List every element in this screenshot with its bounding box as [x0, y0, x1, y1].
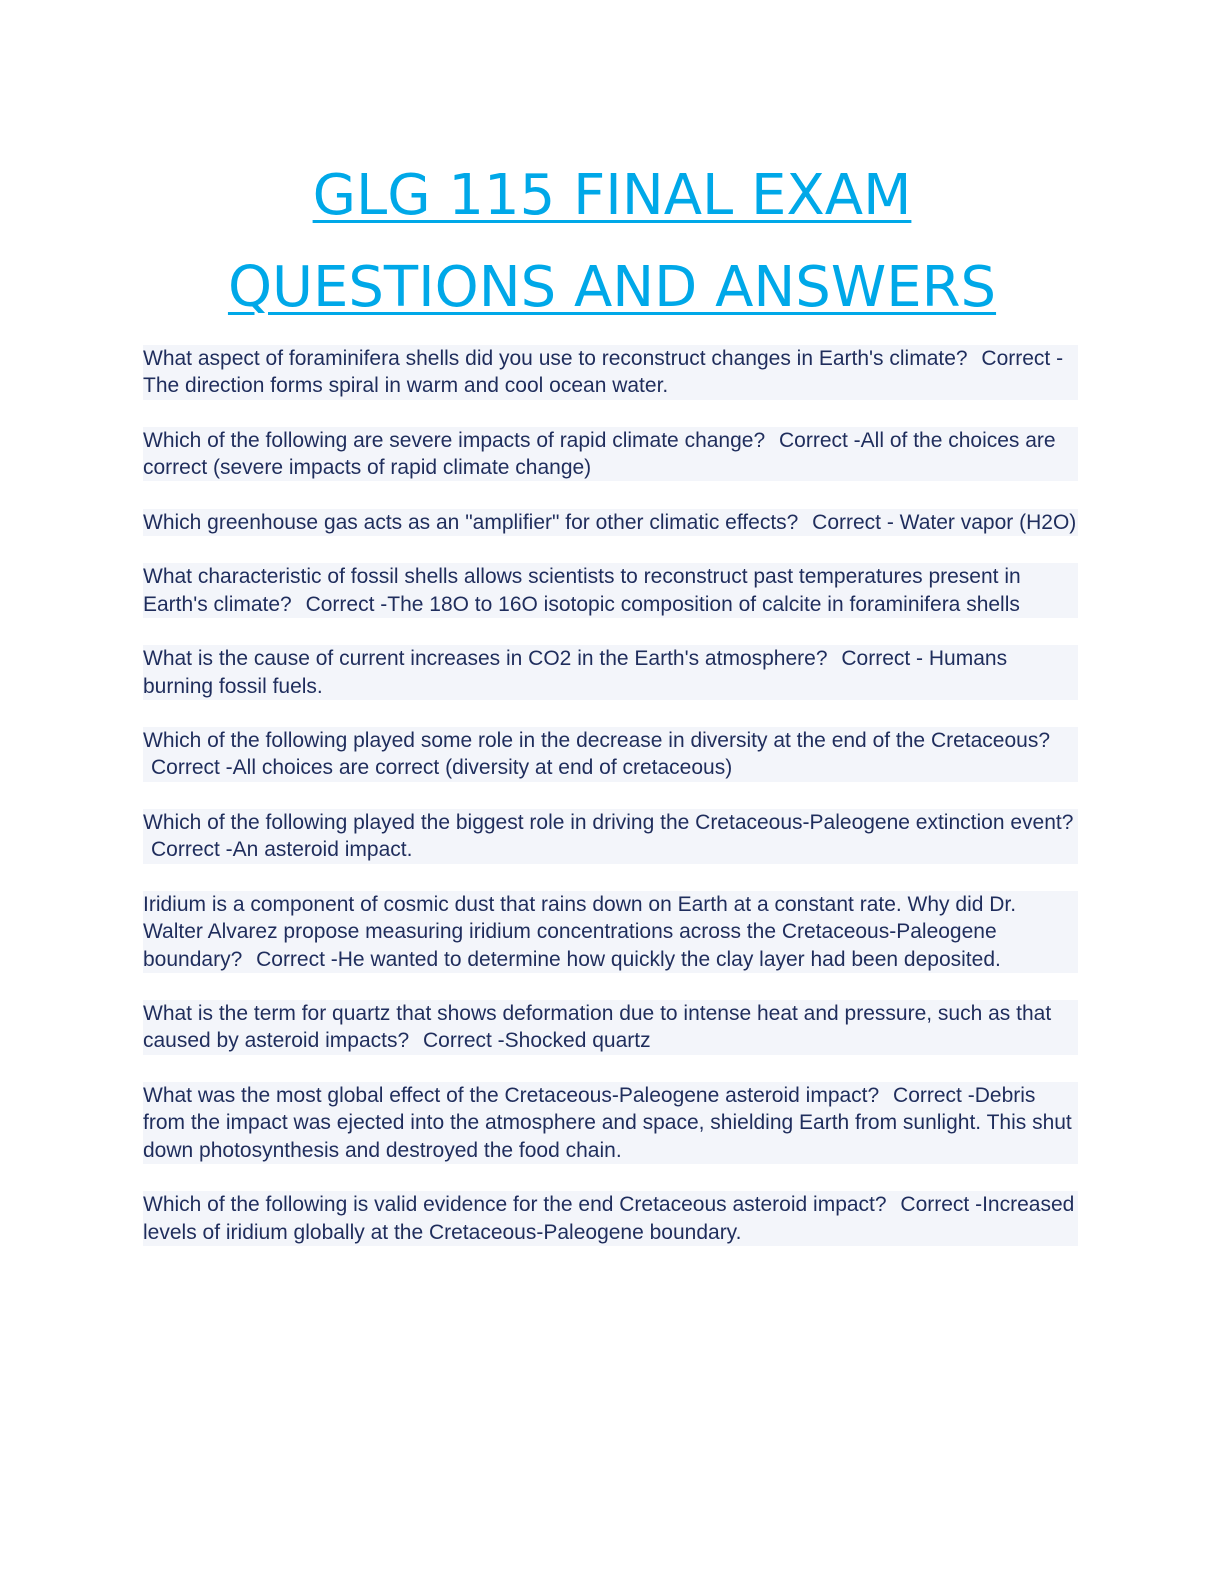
answer-text: Correct - Water vapor (H2O): [812, 510, 1077, 534]
answer-text: Correct -The 18O to 16O isotopic composition of calcite in foraminifera shells: [305, 592, 1020, 616]
qa-item: [143, 1082, 1078, 1164]
question-text: Which of the following played the biggest role in driving the Cretaceous-Paleogene extinction event?: [143, 811, 1074, 835]
qa-item: [143, 809, 1078, 864]
question-text: What was the most global effect of the Cretaceous-Paleogene asteroid impact?: [143, 1084, 880, 1108]
qa-item: [143, 1191, 1078, 1246]
qa-item: [143, 427, 1078, 482]
question-text: What is the term for quartz that shows deformation due to intense heat and pressure, such as that caused by asteroid impacts?: [143, 1002, 1052, 1053]
qa-item: [143, 645, 1078, 700]
question-text: Which greenhouse gas acts as an "amplifier" for other climatic effects?: [143, 510, 799, 534]
document-title: [0, 150, 1224, 334]
answer-text: Correct -An asteroid impact.: [151, 838, 413, 862]
question-text: Iridium is a component of cosmic dust that rains down on Earth at a constant rate. Why did Dr. Walter Alvarez propose measuring iridium concentrations across the Cretaceous-Paleogene boundary?: [143, 892, 1017, 971]
qa-item: [143, 509, 1078, 536]
answer-text: Correct -Increased levels of iridium globally at the Cretaceous-Paleogene boundary.: [143, 1193, 1075, 1244]
answer-text: Correct -He wanted to determine how quickly the clay layer had been deposited.: [256, 947, 1001, 971]
qa-item: [143, 563, 1078, 618]
qa-item: [143, 345, 1078, 400]
answer-text: Correct -Shocked quartz: [422, 1029, 651, 1053]
question-text: What aspect of foraminifera shells did you use to reconstruct changes in Earth's climate?: [143, 347, 968, 370]
answer-text: Correct -All of the choices are correct (severe impacts of rapid climate change): [143, 428, 1056, 480]
question-text: Which of the following played some role in the decrease in diversity at the end of the Cretaceous?: [143, 729, 1051, 753]
qa-item: [143, 1000, 1078, 1055]
question-text: What is the cause of current increases in CO2 in the Earth's atmosphere?: [143, 647, 828, 671]
qa-item: [143, 727, 1078, 782]
question-text: Which of the following are severe impacts of rapid climate change?: [143, 428, 766, 452]
title-line-2: QUESTIONS AND ANSWERS: [227, 255, 997, 320]
answer-text: Correct -The direction forms spiral in warm and cool ocean water.: [143, 347, 1064, 398]
answer-text: Correct - Humans burning fossil fuels.: [143, 647, 1008, 698]
question-text: What characteristic of fossil shells allows scientists to reconstruct past temperatures present in Earth's climate?: [143, 565, 1021, 616]
qa-list: [143, 345, 1078, 1273]
qa-item: [143, 891, 1078, 973]
title-line-1: GLG 115 FINAL EXAM: [312, 163, 912, 228]
answer-text: Correct -All choices are correct (diversity at end of cretaceous): [151, 756, 733, 780]
question-text: Which of the following is valid evidence for the end Cretaceous asteroid impact?: [143, 1193, 887, 1217]
answer-text: Correct -Debris from the impact was ejected into the atmosphere and space, shielding Earth from sunlight. This shut down photosynthesis and destroyed the food chain.: [143, 1084, 1072, 1162]
